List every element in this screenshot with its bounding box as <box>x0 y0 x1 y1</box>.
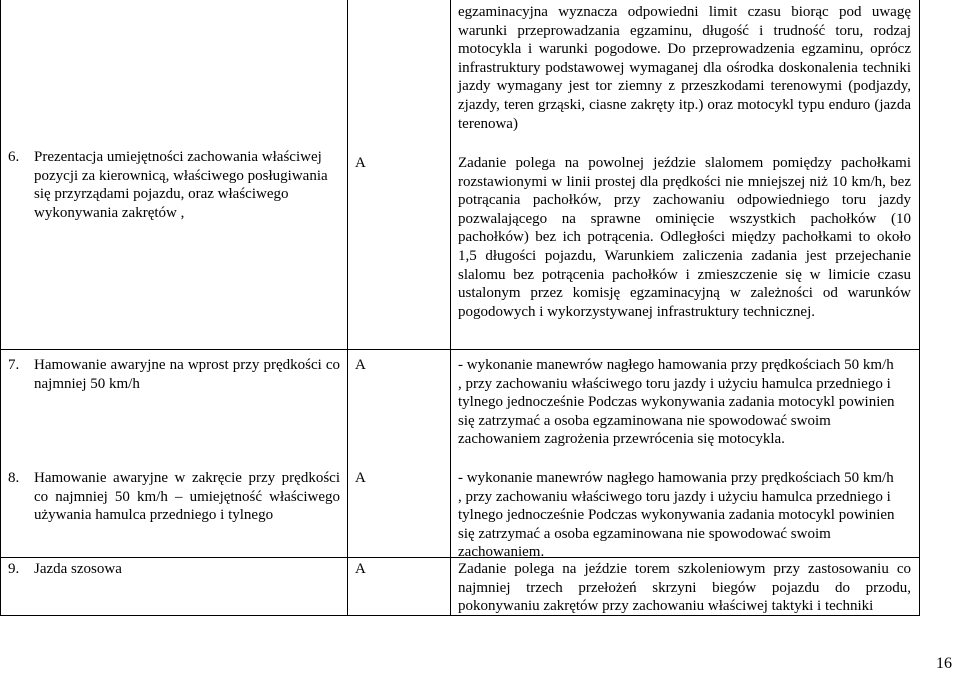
task-name: Hamowanie awaryjne na wprost przy prędkości co najmniej 50 km/h <box>34 357 340 392</box>
task-level: A <box>355 470 366 486</box>
task-name: Prezentacja umiejętności zachowania właściwej pozycji za kierownicą, właściwego posługiwania się przyrządami pojazdu, oraz właściwego wykonywania zakrętów , <box>34 149 328 221</box>
task-description: - wykonanie manewrów nagłego hamowania przy prędkościach 50 km/h , przy zachowaniu właściwego toru jazdy i użyciu hamulca przedniego i tylnego jednocześnie Podczas wykonywania zadania motocykl powinien się zatrzymać a osoba egzaminowana nie spowodować swoim zachowaniem. <box>458 470 895 561</box>
task-number: 6. <box>8 149 20 165</box>
task-description: Zadanie polega na powolnej jeździe slalomem pomiędzy pachołkami rozstawionymi w linii prostej dla prędkości nie mniejszej niż 10 km/h, bez potrącania pachołków, przy zachowaniu odpowiedniego toru jazdy pozwalającego na sprawne ominięcie wszystkich pachołków (10 pachołków) bez ich potrącenia. Odległości między pachołkami to około 1,5 długości pojazdu, Warunkiem zaliczenia zadania jest przejechanie slalomu bez potrącenia pachołków i zmieszczenie się w limicie czasu ustalonym przez komisję egzaminacyjną w zależności od warunków pogodowych i wykorzystywanej infrastruktury technicznej. <box>458 155 911 320</box>
task-description-continued: egzaminacyjna wyznacza odpowiedni limit czasu biorąc pod uwagę warunki przeprowadzania egzaminu, długość i trudność toru, rodzaj motocykla i warunki pogodowe. Do przeprowadzenia egzaminu, oprócz infrastruktury podstawowej wymaganej dla ośrodka doskonalenia techniki jazdy wymagany jest tor ziemny z przeszkodami terenowymi (podjazdy, zjazdy, teren grząski, ciasne zakręty itp.) oraz motocykl typu enduro (jazda terenowa) <box>458 4 911 132</box>
task-number: 8. <box>8 470 20 486</box>
task-description: Zadanie polega na jeździe torem szkoleniowym przy zastosowaniu co najmniej trzech przełożeń skrzyni biegów pojazdu do przodu, pokonywaniu zakrętów przy zachowaniu właściwej taktyki i techniki <box>458 561 911 615</box>
table-divider-level <box>347 0 348 616</box>
task-number: 7. <box>8 357 20 373</box>
task-level: A <box>355 155 366 171</box>
task-name: Hamowanie awaryjne w zakręcie przy prędkości co najmniej 50 km/h – umiejętność właściwego używania hamulca przedniego i tylnego <box>34 470 340 524</box>
table-divider-desc <box>450 0 451 616</box>
task-level: A <box>355 357 366 373</box>
task-number: 9. <box>8 561 20 577</box>
page-number: 16 <box>936 655 952 672</box>
task-name: Jazda szosowa <box>34 561 122 577</box>
task-description: - wykonanie manewrów nagłego hamowania przy prędkościach 50 km/h , przy zachowaniu właściwego toru jazdy i użyciu hamulca przedniego i tylnego jednocześnie Podczas wykonywania zadania motocykl powinien się zatrzymać a osoba egzaminowana nie spowodować swoim zachowaniem zagrożenia przewrócenia się motocykla. <box>458 357 895 448</box>
table-border-left <box>0 0 1 616</box>
row-separator <box>0 349 920 350</box>
table-border-right <box>919 0 920 616</box>
task-level: A <box>355 561 366 577</box>
